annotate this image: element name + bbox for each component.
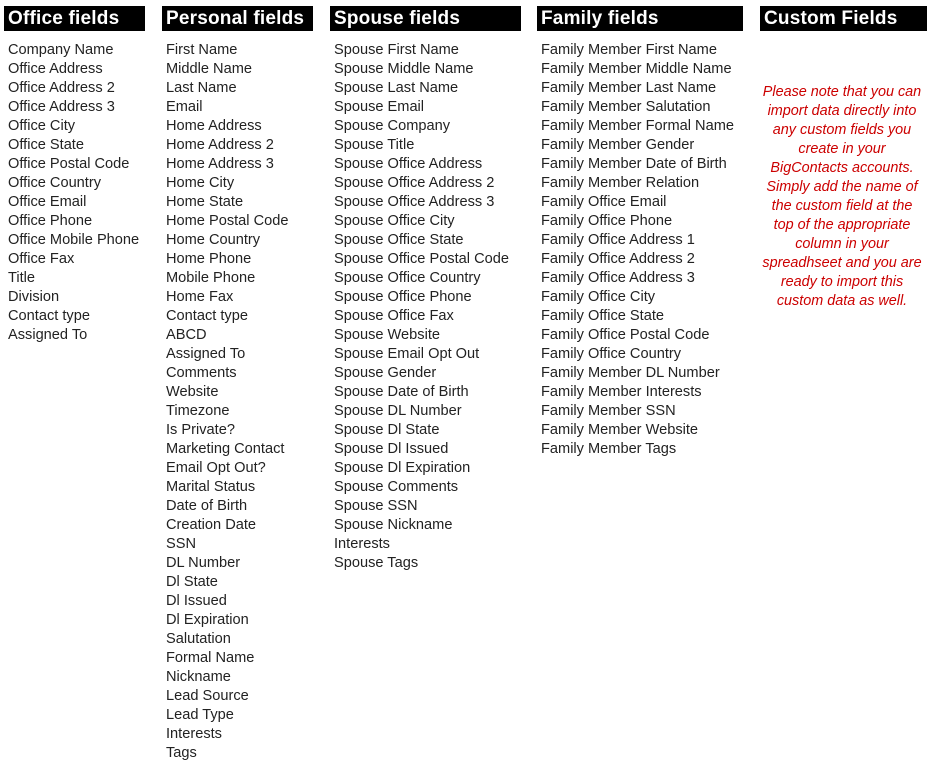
family-field-item: Family Member Relation [541, 175, 700, 191]
personal-field-item: Dl Issued [166, 593, 227, 609]
spouse-field-item: Spouse First Name [334, 42, 459, 58]
personal-field-item: Home Address 2 [166, 137, 274, 153]
personal-field-item: Home Fax [166, 289, 234, 305]
family-field-item: Family Office Phone [541, 213, 673, 229]
office-field-item: Contact type [8, 308, 90, 324]
office-field-item: Office State [8, 137, 84, 153]
family-field-item: Family Member Formal Name [541, 118, 734, 134]
spouse-field-item: Spouse Office Fax [334, 308, 454, 324]
personal-field-item: DL Number [166, 555, 241, 571]
spouse-field-item: Spouse Office Postal Code [334, 251, 509, 267]
family-field-item: Family Member Salutation [541, 99, 711, 115]
personal-field-item: Middle Name [166, 61, 252, 77]
personal-field-item: Home Address [166, 118, 262, 134]
family-field-item: Family Member Middle Name [541, 61, 732, 77]
custom-fields-header: Custom Fields [760, 6, 927, 31]
personal-field-item: Home Country [166, 232, 261, 248]
spouse-field-item: Spouse Nickname [334, 517, 453, 533]
spouse-field-item: Spouse Last Name [334, 80, 459, 96]
personal-field-item: Marketing Contact [166, 441, 285, 457]
personal-field-item: Salutation [166, 631, 231, 647]
personal-fields-column [162, 6, 313, 763]
personal-field-item: First Name [166, 42, 238, 58]
personal-field-item: Assigned To [166, 346, 246, 362]
personal-fields-header: Personal fields [162, 6, 313, 31]
spouse-field-item: Spouse Comments [334, 479, 459, 495]
spouse-fields-column [330, 6, 521, 573]
spouse-fields-list [330, 31, 521, 573]
spouse-field-item: Spouse Email [334, 99, 425, 115]
family-field-item: Family Member Interests [541, 384, 702, 400]
spouse-field-item: Spouse Dl Expiration [334, 460, 471, 476]
family-field-item: Family Member Last Name [541, 80, 717, 96]
family-field-item: Family Office State [541, 308, 665, 324]
office-field-item: Office Address [8, 61, 103, 77]
spouse-field-item: Spouse DL Number [334, 403, 462, 419]
spouse-field-item: Spouse Middle Name [334, 61, 474, 77]
spouse-field-item: Spouse Tags [334, 555, 419, 571]
personal-field-item: Formal Name [166, 650, 255, 666]
personal-field-item: Creation Date [166, 517, 257, 533]
personal-field-item: Lead Source [166, 688, 249, 704]
spouse-field-item: Spouse Dl State [334, 422, 440, 438]
personal-field-item: Home Phone [166, 251, 252, 267]
personal-field-item: Contact type [166, 308, 248, 324]
spouse-field-item: Spouse Office Country [334, 270, 481, 286]
family-field-item: Family Office Address 1 [541, 232, 695, 248]
personal-field-item: Nickname [166, 669, 231, 685]
office-field-item: Company Name [8, 42, 114, 58]
personal-field-item: Interests [166, 726, 222, 742]
spouse-field-item: Spouse Gender [334, 365, 437, 381]
personal-field-item: ABCD [166, 327, 207, 343]
spouse-field-item: Spouse SSN [334, 498, 418, 514]
personal-field-item: Email [166, 99, 203, 115]
spouse-field-item: Spouse Office Phone [334, 289, 472, 305]
spouse-field-item: Spouse Company [334, 118, 451, 134]
spouse-field-item: Spouse Email Opt Out [334, 346, 480, 362]
spouse-field-item: Spouse Title [334, 137, 415, 153]
office-field-item: Division [8, 289, 60, 305]
family-field-item: Family Office Postal Code [541, 327, 710, 343]
family-field-item: Family Office Email [541, 194, 667, 210]
family-fields-column [537, 6, 743, 459]
personal-field-item: Lead Type [166, 707, 234, 723]
family-field-item: Family Office Country [541, 346, 682, 362]
personal-field-item: Home Postal Code [166, 213, 289, 229]
personal-field-item: Home State [166, 194, 244, 210]
spouse-field-item: Spouse Office State [334, 232, 464, 248]
spouse-field-item: Spouse Office Address [334, 156, 483, 172]
office-field-item: Office Country [8, 175, 102, 191]
family-field-item: Family Office Address 3 [541, 270, 695, 286]
personal-field-item: Home Address 3 [166, 156, 274, 172]
office-field-item: Office Mobile Phone [8, 232, 140, 248]
personal-field-item: Website [166, 384, 219, 400]
office-field-item: Office Postal Code [8, 156, 130, 172]
personal-field-item: Last Name [166, 80, 237, 96]
office-fields-header: Office fields [4, 6, 145, 31]
office-field-item: Title [8, 270, 36, 286]
office-fields-list [4, 31, 145, 345]
office-field-item: Office Fax [8, 251, 75, 267]
spouse-field-item: Spouse Dl Issued [334, 441, 449, 457]
office-field-item: Office City [8, 118, 76, 134]
spouse-field-item: Spouse Office Address 3 [334, 194, 495, 210]
spouse-fields-header: Spouse fields [330, 6, 521, 31]
family-field-item: Family Member Website [541, 422, 699, 438]
custom-fields-column [760, 6, 927, 311]
spouse-field-item: Spouse Office City [334, 213, 455, 229]
family-field-item: Family Member Date of Birth [541, 156, 727, 172]
spouse-field-item: Spouse Date of Birth [334, 384, 469, 400]
office-field-item: Office Address 2 [8, 80, 115, 96]
personal-field-item: Dl State [166, 574, 218, 590]
personal-field-item: Email Opt Out? [166, 460, 266, 476]
office-field-item: Assigned To [8, 327, 88, 343]
custom-fields-note: Please note that you can import data directly into any custom fields you create in your BigContacts accounts. Simply add the name of the custom field at the top of the appropriate column in your spreadhseet and you are ready to import this custom data as well. [762, 84, 922, 309]
personal-field-item: Dl Expiration [166, 612, 249, 628]
personal-fields-list [162, 31, 313, 763]
personal-field-item: Tags [166, 745, 197, 761]
family-fields-header: Family fields [537, 6, 743, 31]
family-field-item: Family Office City [541, 289, 656, 305]
personal-field-item: Home City [166, 175, 235, 191]
office-fields-column [4, 6, 145, 345]
family-field-item: Family Member Tags [541, 441, 677, 457]
office-field-item: Office Email [8, 194, 87, 210]
personal-field-item: Is Private? [166, 422, 235, 438]
spouse-field-item: Spouse Office Address 2 [334, 175, 495, 191]
family-field-item: Family Member DL Number [541, 365, 720, 381]
personal-field-item: Date of Birth [166, 498, 248, 514]
family-field-item: Family Office Address 2 [541, 251, 695, 267]
personal-field-item: Mobile Phone [166, 270, 256, 286]
office-field-item: Office Address 3 [8, 99, 115, 115]
office-field-item: Office Phone [8, 213, 93, 229]
family-fields-list [537, 31, 743, 459]
family-field-item: Family Member First Name [541, 42, 717, 58]
personal-field-item: Marital Status [166, 479, 256, 495]
family-field-item: Family Member SSN [541, 403, 676, 419]
personal-field-item: Comments [166, 365, 237, 381]
personal-field-item: SSN [166, 536, 197, 552]
personal-field-item: Timezone [166, 403, 230, 419]
family-field-item: Family Member Gender [541, 137, 695, 153]
spouse-field-item: Spouse Website [334, 327, 441, 343]
spouse-field-item: Interests [334, 536, 390, 552]
